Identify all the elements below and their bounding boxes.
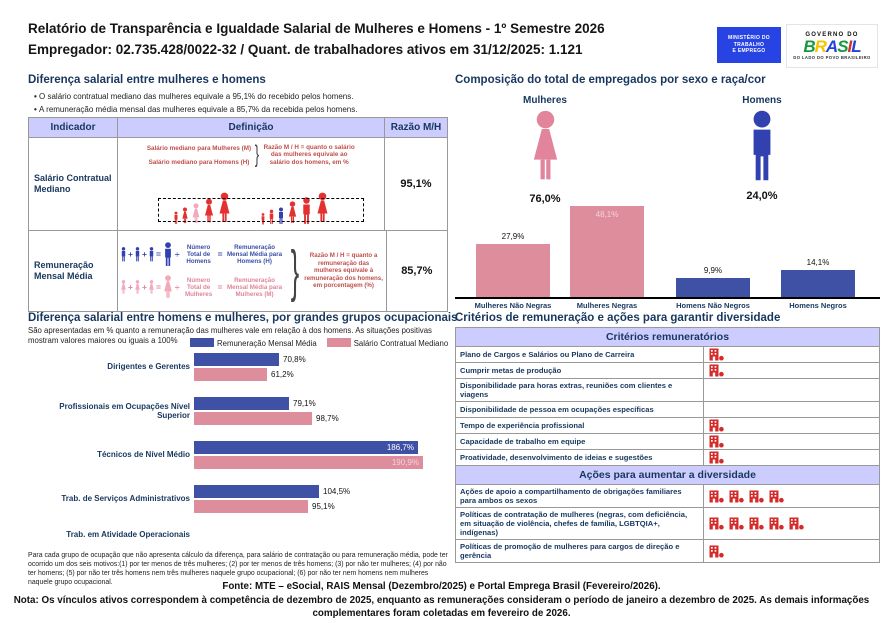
col-indicador: Indicador	[50, 122, 96, 133]
criteria-markers	[704, 347, 879, 362]
legend-media	[190, 338, 317, 348]
occupation-bars	[194, 353, 448, 381]
nota-line: Nota: Os vínculos ativos correspondem à competência de dezembro de 2025, enquanto as remunerações consideram o período de janeiro a dezembro de 2025. As demais informações complementares foram coletadas em fevereiro de 2026.	[13, 595, 870, 619]
bar-value-label: 27,9%	[501, 232, 525, 241]
definition-mean-remuneration	[117, 231, 387, 311]
criteria-label: Disponibilidade de pessoa em ocupações específicas	[456, 402, 704, 417]
occupation-category-label: Técnicos de Nível Médio	[97, 450, 190, 460]
occupation-bars	[194, 485, 448, 513]
criteria-markers	[704, 508, 879, 539]
definition-median-salary	[117, 138, 385, 230]
occupation-bars	[194, 397, 448, 425]
female-person-icon	[528, 110, 563, 186]
bar-pink	[476, 244, 550, 297]
company-marker-icon	[769, 517, 784, 530]
bar-value-label: 48,1%	[595, 210, 619, 219]
equation-divisor: Número Total de Homens	[186, 244, 211, 265]
criteria-label: Ações de apoio a compartilhamento de obrigações familiares para ambos os sexos	[456, 485, 704, 507]
indicator-mean-remuneration: Remuneração Mensal Média	[34, 260, 94, 281]
chart-baseline	[455, 297, 880, 299]
criteria-markers	[704, 540, 879, 562]
company-marker-icon	[749, 517, 764, 530]
brasil-letter: I	[847, 37, 852, 56]
criteria-label: Tempo de experiência profissional	[456, 418, 704, 433]
report-employer-line: Empregador: 02.735.428/0022-32 / Quant. de trabalhadores ativos em 31/12/2025: 1.121	[28, 42, 583, 57]
criteria-markers	[704, 434, 879, 449]
criteria-markers	[704, 379, 879, 401]
bar-pink	[194, 412, 339, 425]
formula-labels	[147, 145, 251, 166]
fonte-line: Fonte: MTE – eSocial, RAIS Mensal (Dezembro/2025) e Portal Emprega Brasil (Fevereiro/2026).	[222, 581, 661, 592]
criteria-markers	[704, 418, 879, 433]
company-marker-icon	[729, 490, 744, 503]
mte-logo-line2: TRABALHO	[733, 41, 765, 48]
col-razao: Razão M/H	[390, 122, 442, 133]
company-marker-icon	[709, 364, 724, 377]
criteria-row	[456, 485, 879, 508]
brasil-letter: B	[803, 37, 815, 56]
ratio-explanation: Razão M / H = quanto o salário das mulheres equivale ao salário dos homens, em %	[263, 143, 355, 166]
bar-pink	[194, 456, 423, 469]
company-marker-icon	[709, 348, 724, 361]
ratio-mean-remuneration: 85,7%	[401, 265, 433, 277]
governo-do-label: GOVERNO DO	[805, 32, 859, 38]
occupation-group-row	[28, 397, 448, 425]
occupation-category-label: Profissionais em Ocupações Nível Superior	[59, 401, 190, 420]
bar-value-label: 95,1%	[312, 502, 335, 511]
acoes-diversidade-rows	[456, 485, 879, 562]
female-figure-icon	[495, 110, 595, 191]
criteria-row	[456, 434, 879, 450]
criteria-label: Plano de Cargos e Salários ou Plano de Carreira	[456, 347, 704, 362]
female-composition-group	[495, 95, 595, 205]
criteria-row	[456, 418, 879, 434]
male-person-icon	[120, 247, 127, 262]
mulheres-percent: 76,0%	[529, 193, 561, 205]
composition-bar-chart	[455, 205, 880, 317]
company-marker-icon	[729, 517, 744, 530]
male-person-icon	[134, 247, 141, 262]
chart-legend	[190, 338, 448, 348]
occupation-category-label: Trab. de Serviços Administrativos	[61, 494, 190, 504]
bullet-mean-remuneration: • A remuneração média mensal das mulheres equivale a 85,7% da recebida pelos homens.	[34, 103, 357, 116]
report-title: Relatório de Transparência e Igualdade Salarial de Mulheres e Homens - 1º Semestre 2026	[28, 21, 605, 36]
axis-category-label: Homens Não Negros	[676, 301, 750, 310]
median-people-illustration	[120, 192, 382, 227]
bar-blue	[194, 397, 316, 410]
brasil-letter: A	[825, 37, 838, 56]
brasil-letter: S	[837, 37, 848, 56]
ratio-explanation: Razão M / H = quanto a remuneração das mulheres equivale à remuneração dos homens, em porcentagem (%)	[304, 252, 383, 290]
criteria-markers	[704, 485, 879, 507]
company-marker-icon	[709, 451, 724, 464]
equations	[120, 242, 286, 300]
col-definicao: Definição	[117, 118, 385, 137]
occupation-bars	[194, 441, 448, 469]
criterios-remuneratorios-header: Critérios remuneratórios	[456, 328, 879, 347]
male-person-icon	[745, 110, 779, 183]
criteria-label: Capacidade de trabalho em equipe	[456, 434, 704, 449]
criteria-row	[456, 540, 879, 562]
criteria-row	[456, 379, 879, 402]
indicator-table	[28, 117, 448, 312]
criterios-remuneratorios-rows	[456, 347, 879, 465]
bar-value-label: 70,8%	[283, 355, 306, 364]
homens-label: Homens	[742, 95, 782, 106]
median-dashed-selection	[158, 198, 364, 222]
criteria-markers	[704, 402, 879, 417]
occupation-category-label: Dirigentes e Gerentes	[107, 362, 190, 372]
legend-mediano	[327, 338, 448, 348]
indicator-table-header	[29, 118, 447, 137]
company-marker-icon	[709, 419, 724, 432]
indicator-median-salary: Salário Contratual Mediano	[34, 173, 112, 194]
label-salario-homens: Salário mediano para Homens (H)	[148, 158, 250, 166]
label-salario-mulheres: Salário mediano para Mulheres (M)	[146, 144, 252, 152]
brace-icon: }	[290, 238, 299, 303]
table-row	[29, 137, 447, 230]
occupation-gap-subtitle: São apresentadas em % quanto a remuneração das mulheres vale em relação à dos homens. As situações positivas mostram valores maiores ou iguais a 100%	[28, 326, 432, 345]
bar-value-label: 79,1%	[293, 399, 316, 408]
equation-result: Remuneração Mensal Média para Mulheres (M)	[227, 277, 283, 298]
ratio-median-salary: 95,1%	[400, 178, 432, 190]
company-marker-icon	[769, 490, 784, 503]
criteria-row	[456, 402, 879, 418]
axis-category-label: Mulheres Negras	[576, 301, 638, 310]
brace-icon: }	[254, 141, 260, 168]
criteria-row	[456, 450, 879, 465]
legend-mediano-label: Salário Contratual Mediano	[353, 339, 449, 348]
legend-media-label: Remuneração Mensal Média	[217, 339, 317, 348]
gov-slogan: DO LADO DO POVO BRASILEIRO	[793, 55, 871, 60]
bar-value-label: 104,5%	[323, 487, 351, 496]
occupation-bars	[194, 529, 448, 541]
female-person-icon	[148, 280, 155, 295]
bar-value-label: 98,7%	[316, 414, 339, 423]
male-person-icon	[162, 242, 174, 267]
female-person-icon	[120, 280, 127, 295]
salary-gap-bullets	[34, 90, 357, 116]
bar-blue	[676, 278, 750, 297]
criteria-label: Cumprir metas de produção	[456, 363, 704, 378]
governo-brasil-logo	[786, 24, 878, 68]
company-marker-icon	[749, 490, 764, 503]
acoes-diversidade-header: Ações para aumentar a diversidade	[456, 465, 879, 485]
company-marker-icon	[709, 517, 724, 530]
bar-pink	[194, 368, 294, 381]
report-header	[28, 18, 605, 60]
company-marker-icon	[709, 435, 724, 448]
criteria-label: Proatividade, desenvolvimento de ideias e sugestões	[456, 450, 704, 465]
occupation-bar-chart	[28, 353, 448, 563]
company-marker-icon	[789, 517, 804, 530]
definition-formula	[120, 141, 382, 169]
criteria-table	[455, 327, 880, 563]
mte-logo-line3: E EMPREGO	[732, 48, 766, 55]
bar-value-label: 14,1%	[806, 258, 830, 267]
bar-blue	[194, 485, 351, 498]
axis-category-label: Mulheres Não Negras	[474, 301, 552, 310]
occupation-gap-section-title: Diferença salarial entre homens e mulheres, por grandes grupos ocupacionais	[28, 312, 458, 324]
bar-blue	[194, 353, 306, 366]
criteria-row	[456, 508, 879, 540]
occupation-group-row	[28, 441, 448, 469]
occupation-group-row	[28, 529, 448, 541]
occupation-category-label: Trab. em Atividade Operacionais	[66, 530, 190, 540]
company-marker-icon	[709, 545, 724, 558]
criteria-row	[456, 347, 879, 363]
bar-pink	[570, 206, 644, 297]
brasil-letter: L	[851, 37, 861, 56]
equation-row: + + = ÷ Número Total de Homens = Remuneração Mensal Média para Homens (H)	[120, 242, 286, 267]
mulheres-label: Mulheres	[523, 95, 567, 106]
equation-divisor: Número Total de Mulheres	[184, 277, 213, 298]
company-marker-icon	[709, 490, 724, 503]
criteria-label: Políticas de promoção de mulheres para cargos de direção e gerência	[456, 540, 704, 562]
bar-value-label: 9,9%	[703, 266, 723, 275]
legend-swatch-blue	[190, 338, 214, 347]
equation-row: + + = ÷ Número Total de Mulheres = Remuneração Mensal Média para Mulheres (M)	[120, 275, 286, 300]
composition-section-title: Composição do total de empregados por sexo e raça/cor	[455, 74, 766, 86]
bar-value-label: 186,7%	[386, 443, 414, 452]
female-person-icon	[162, 275, 174, 300]
table-row	[29, 230, 447, 311]
bullet-median-salary: • O salário contratual mediano das mulheres equivale a 95,1% do recebido pelos homens.	[34, 90, 357, 103]
occupation-footnote: Para cada grupo de ocupação que não apresenta cálculo da diferença, para salário de contratação ou para remuneração média, pode ter ocorrido um dos seis motivos:(1) por ter menos de três mulheres; (2) por ter menos de três homens; (3) por não ter mulheres; (4) por não ter homens; (5) por não ter três homens nem três mulheres naquele grupo ocupacional; (6) por não ter nem homens nem mulheres naquele grupo ocupacional.	[28, 552, 448, 586]
homens-percent: 24,0%	[746, 190, 778, 202]
brasil-letter: R	[814, 37, 826, 56]
salary-gap-section-title: Diferença salarial entre mulheres e homens	[28, 74, 266, 86]
criteria-label: Disponibilidade para horas extras, reuniões com clientes e viagens	[456, 379, 704, 401]
ministerio-trabalho-logo	[717, 27, 781, 63]
equation-result: Remuneração Mensal Média para Homens (H)	[227, 244, 283, 265]
criteria-label: Políticas de contratação de mulheres (negras, com deficiência, em situação de violência, chefes de família, LGBTQIA+, indígenas)	[456, 508, 704, 539]
criteria-markers	[704, 363, 879, 378]
bar-value-label: 61,2%	[271, 370, 294, 379]
bar-pink	[194, 500, 335, 513]
bar-blue	[781, 270, 855, 297]
criteria-row	[456, 363, 879, 379]
bar-blue	[194, 441, 418, 454]
occupation-group-row	[28, 485, 448, 513]
criteria-section-title: Critérios de remuneração e ações para garantir diversidade	[455, 312, 781, 324]
bar-value-label: 190,9%	[391, 458, 419, 467]
axis-category-label: Homens Negros	[789, 301, 847, 310]
criteria-markers	[704, 450, 879, 465]
female-person-icon	[134, 280, 141, 295]
occupation-group-row	[28, 353, 448, 381]
male-composition-group	[712, 95, 812, 202]
brasil-wordmark	[803, 38, 860, 55]
male-figure-icon	[712, 110, 812, 188]
mte-logo-line1: MINISTÉRIO DO	[728, 35, 770, 42]
legend-swatch-pink	[327, 338, 351, 347]
male-person-icon	[148, 247, 155, 262]
